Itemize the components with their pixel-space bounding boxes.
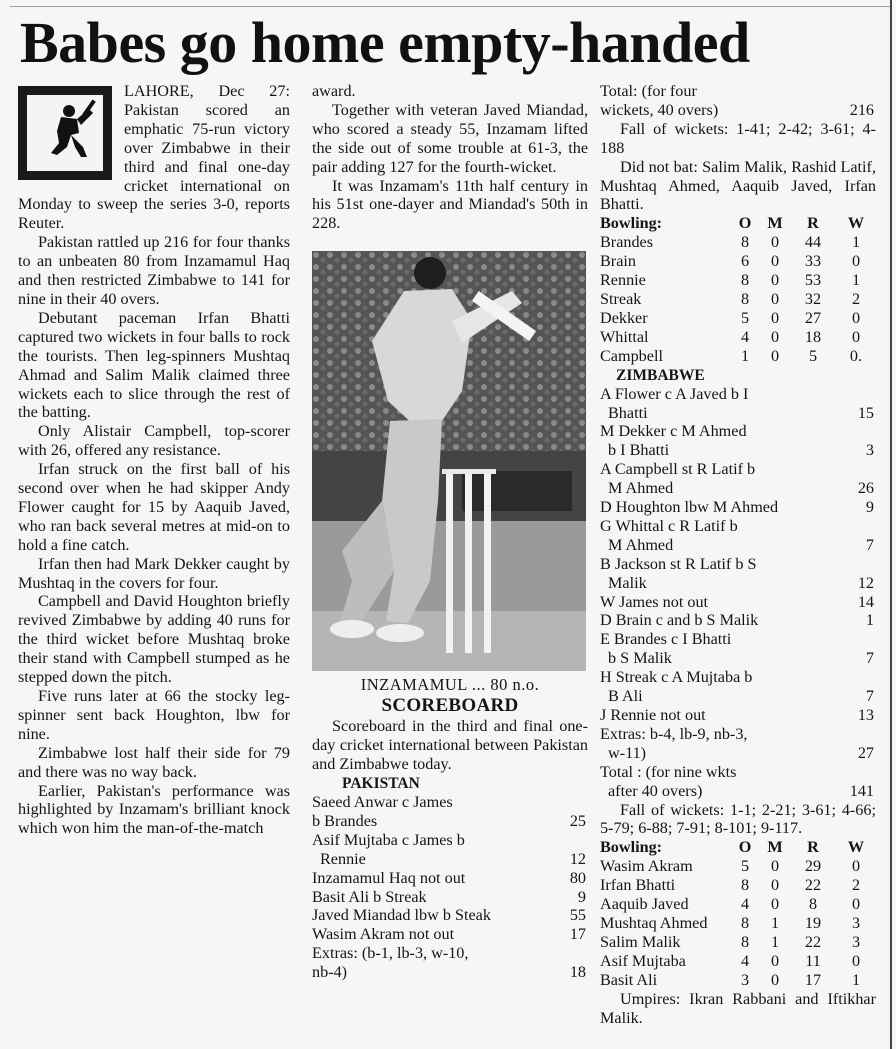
batting-entry	[312, 925, 588, 944]
bowling-figure: 0	[851, 895, 861, 914]
batting-entry	[600, 593, 876, 612]
article-paragraph: Zimbabwe lost half their side for 79 and there was no way back.	[18, 743, 290, 781]
article-column-1	[18, 82, 290, 838]
scoreboard-title: SCOREBOARD	[381, 695, 519, 717]
cricket-logo-icon	[18, 86, 112, 180]
bowling-figure: 0	[851, 327, 861, 346]
bowler-name: Whittal	[600, 327, 649, 346]
headline: Babes go home empty-handed	[20, 10, 750, 75]
bowling-row	[600, 914, 876, 933]
total-line: wickets, 40 overs)	[600, 100, 719, 119]
bowler-name: Aaquib Javed	[600, 895, 689, 914]
batsman-line: nb-4)	[312, 963, 348, 982]
bowling-figure: 4	[740, 895, 750, 914]
bowling-row	[600, 271, 876, 290]
batsman-line: Inzamamul Haq not out	[312, 868, 466, 887]
bowling-row	[600, 933, 876, 952]
batting-entry	[600, 725, 876, 763]
bowling-figure: 17	[804, 970, 822, 989]
batsman-line: A Flower c A Javed b I	[600, 384, 749, 403]
team-heading-pakistan: PAKISTAN	[342, 774, 420, 792]
fall-of-wickets: Fall of wickets: 1-41; 2-42; 3-61; 4-188	[600, 119, 876, 157]
bowling-figure: 3	[851, 932, 861, 951]
pakistan-total	[600, 82, 876, 120]
bowling-figure: 8	[740, 289, 750, 308]
batsman-line: b S Malik	[608, 649, 672, 668]
bowling-figure: 1	[770, 913, 780, 932]
article-paragraph: Campbell and David Houghton briefly revived Zimbabwe by adding 40 runs for the third wicket before Mushtaq broke their stand with Campbell stumped as he stepped down the pitch.	[18, 592, 290, 687]
batsman-line: Asif Mujtaba c James b	[312, 830, 465, 849]
did-not-bat: Did not bat: Salim Malik, Rashid Latif, Mushtaq Ahmed, Aaquib Javed, Irfan Bhatti.	[600, 157, 876, 214]
bowler-name: Asif Mujtaba	[600, 951, 686, 970]
bowler-name: Rennie	[600, 271, 646, 290]
bowling-figure: 0	[770, 876, 780, 895]
bowling-figure: 53	[804, 271, 822, 290]
batsman-line: D Houghton lbw M Ahmed	[600, 498, 779, 517]
total-line: after 40 overs)	[608, 781, 703, 800]
runs: 80	[569, 868, 586, 887]
article-paragraph: Only Alistair Campbell, top-scorer with 26, offered any resistance.	[18, 422, 290, 460]
bowling-figure: 0	[770, 289, 780, 308]
total-runs: 141	[849, 781, 874, 800]
runs: 17	[569, 925, 586, 944]
bowler-name: Dekker	[600, 308, 648, 327]
bowler-name: Salim Malik	[600, 932, 681, 951]
bowling-figure: 5	[808, 346, 818, 365]
team-heading-zimbabwe: ZIMBABWE	[616, 366, 705, 384]
bowler-name: Basit Ali	[600, 970, 658, 989]
batting-entry	[600, 555, 876, 593]
batsman-line: B Jackson st R Latif b S	[600, 554, 757, 573]
photo-caption: INZAMAMUL ... 80 n.o.	[360, 675, 540, 695]
bowling-row	[600, 347, 876, 366]
bowling-figure: 0	[770, 271, 780, 290]
total-runs: 216	[849, 100, 874, 119]
batsman-line: Malik	[608, 573, 647, 592]
bowling-figure: 0.	[849, 346, 863, 365]
runs: 7	[865, 687, 874, 706]
bowling-figure: 0	[770, 951, 780, 970]
bowling-figure: 8	[740, 913, 750, 932]
bowling-figure: 8	[740, 932, 750, 951]
total-line: Total : (for nine wkts	[600, 762, 737, 781]
batsman-line: b I Bhatti	[608, 441, 670, 460]
runs: 14	[857, 592, 874, 611]
batsman-line: G Whittal c R Latif b	[600, 516, 738, 535]
bowling-figure: 1	[770, 932, 780, 951]
bowling-figure: 3	[740, 970, 750, 989]
right-rule	[890, 0, 892, 1049]
bowling-figure: 3	[851, 913, 861, 932]
batting-entry	[312, 888, 588, 907]
batsman-icon	[27, 95, 103, 171]
bowler-name: Brandes	[600, 233, 654, 252]
bowling-row	[600, 876, 876, 895]
article-paragraph: Earlier, Pakistan's performance was highlighted by Inzamam's brilliant knock which won him the man-of-the-match	[18, 781, 290, 838]
bowling-figure: 5	[740, 308, 750, 327]
batting-entry	[600, 668, 876, 706]
batsman-line: D Brain c and b S Malik	[600, 611, 759, 630]
runs: 12	[569, 849, 586, 868]
bowling-figure: 0	[770, 252, 780, 271]
bowling-figure: 29	[804, 857, 822, 876]
batsman-line: Wasim Akram not out	[312, 925, 455, 944]
batsman-line: B Ali	[608, 687, 643, 706]
bowling-figure: 1	[740, 346, 750, 365]
bowling-row	[600, 233, 876, 252]
bowling-row	[600, 290, 876, 309]
bowling-figure: 0	[770, 233, 780, 252]
bowling-figure: 6	[740, 252, 750, 271]
article-paragraph: Debutant paceman Irfan Bhatti captured two wickets in four balls to rock the tourists. Then leg-spinners Mushtaq Ahmad and Salim Malik claimed three wickets each to slice through the rest of the batting.	[18, 308, 290, 422]
bowler-name: Mushtaq Ahmed	[600, 913, 708, 932]
bowling-figure: 8	[740, 876, 750, 895]
batsman-line: E Brandes c I Bhatti	[600, 630, 732, 649]
bowling-figure: 18	[804, 327, 822, 346]
runs: 18	[569, 963, 586, 982]
bowling-figure: 0	[770, 327, 780, 346]
total-line: Total: (for four	[600, 82, 697, 100]
bowling-figure: 0	[851, 857, 861, 876]
batting-entry	[312, 869, 588, 888]
bowling-figure: 2	[851, 289, 861, 308]
bowling-row	[600, 952, 876, 971]
batsman-line: Rennie	[320, 849, 366, 868]
bowling-figure: 0	[851, 308, 861, 327]
zimbabwe-bowling-table	[600, 233, 876, 365]
article-column-2	[312, 82, 588, 982]
bowling-figure: 1	[851, 233, 861, 252]
pakistan-bowling-table	[600, 857, 876, 989]
batsman-line: M Ahmed	[608, 479, 674, 498]
batsman-line: M Ahmed	[608, 535, 674, 554]
runs: 9	[577, 887, 586, 906]
article-paragraph: award.	[312, 82, 356, 100]
bowling-row	[600, 857, 876, 876]
batting-entry	[600, 517, 876, 555]
runs: 13	[857, 706, 874, 724]
bowling-figure: 27	[804, 308, 822, 327]
bowling-figure: 22	[804, 876, 822, 895]
batting-entry	[600, 498, 876, 517]
runs: 9	[865, 498, 874, 517]
bowling-figure: 0	[770, 970, 780, 989]
bowling-figure: 1	[851, 271, 861, 290]
bowling-row	[600, 971, 876, 990]
bowling-figure: 0	[770, 857, 780, 876]
batsman-line: w-11)	[608, 743, 647, 762]
bowling-figure: 1	[851, 970, 861, 989]
batting-entry	[600, 385, 876, 423]
batsman-line: J Rennie not out	[600, 706, 706, 724]
bowling-figure: 8	[740, 233, 750, 252]
pakistan-batting	[312, 793, 588, 982]
batting-entry	[600, 422, 876, 460]
runs: 15	[857, 403, 874, 422]
batsman-line: H Streak c A Mujtaba b	[600, 668, 753, 687]
runs: 3	[865, 441, 874, 460]
batsman-line: Extras: (b-1, lb-3, w-10,	[312, 944, 469, 963]
runs: 7	[865, 535, 874, 554]
article-paragraph: It was Inzamam's 11th half century in his 51st one-dayer and Miandad's 50th in 228.	[312, 176, 588, 233]
runs: 27	[857, 743, 874, 762]
bowler-name: Streak	[600, 289, 642, 308]
bowling-figure: 2	[851, 876, 861, 895]
batsman-line: M Dekker c M Ahmed	[600, 422, 747, 441]
zimbabwe-batting	[600, 385, 876, 763]
runs: 25	[569, 811, 586, 830]
bowling-figure: 8	[740, 271, 750, 290]
runs: 26	[857, 479, 874, 498]
top-rule	[10, 6, 890, 7]
scoreboard-intro: Scoreboard in the third and final one-day cricket international between Pakistan and Zimbabwe today.	[312, 717, 588, 774]
bowling-figure: 8	[808, 895, 818, 914]
bowling-figure: 0	[851, 252, 861, 271]
bowling-figure: 4	[740, 951, 750, 970]
batsman-line: Basit Ali b Streak	[312, 887, 427, 906]
batsman-line: W James not out	[600, 592, 709, 611]
bowling-figure: 0	[770, 346, 780, 365]
fall-of-wickets: Fall of wickets: 1-1; 2-21; 3-61; 4-66; 5-79; 6-88; 7-91; 8-101; 9-117.	[600, 800, 876, 838]
batting-entry	[312, 944, 588, 982]
runs: 1	[865, 611, 874, 630]
batting-entry	[600, 630, 876, 668]
batting-entry	[312, 831, 588, 869]
batting-entry	[600, 460, 876, 498]
batting-entry	[312, 906, 588, 925]
article-paragraph: Five runs later at 66 the stocky leg-spinner sent back Houghton, lbw for nine.	[18, 687, 290, 743]
bowling-figure: 4	[740, 327, 750, 346]
bowling-figure: 5	[740, 857, 750, 876]
bowler-name: Brain	[600, 252, 636, 271]
bowling-figure: 22	[804, 932, 822, 951]
batting-entry	[600, 611, 876, 630]
inzamam-batting-photo	[312, 251, 586, 671]
bowling-figure: 33	[804, 252, 822, 271]
bowler-name: Wasim Akram	[600, 857, 693, 876]
bowling-figure: 0	[770, 308, 780, 327]
bowler-name: Campbell	[600, 346, 663, 365]
bowling-header: Bowling: O M R W	[600, 214, 865, 233]
umpires: Umpires: Ikran Rabbani and Iftikhar Malik.	[600, 989, 876, 1027]
runs: 12	[857, 573, 874, 592]
bowling-figure: 0	[770, 895, 780, 914]
article-paragraph: Irfan struck on the first ball of his second over when he had skipper Andy Flower caught for 15 by Aaquib Javed, who ran back several metres at mid-on to hold a fine catch.	[18, 460, 290, 554]
batsman-line: A Campbell st R Latif b	[600, 460, 756, 479]
batsman-line: Saeed Anwar c James	[312, 792, 453, 811]
runs: 7	[865, 649, 874, 668]
batsman-line: Javed Miandad lbw b Steak	[312, 906, 491, 925]
article-paragraph: Irfan then had Mark Dekker caught by Mushtaq in the covers for four.	[18, 554, 290, 592]
bowling-figure: 0	[851, 951, 861, 970]
bowling-figure: 19	[804, 913, 822, 932]
article-paragraph: Together with veteran Javed Miandad, who scored a steady 55, Inzamam lifted the side out of some trouble at 61-3, the pair adding 127 for the fourth-wicket.	[312, 100, 588, 176]
batting-entry	[312, 793, 588, 831]
batsman-line: Bhatti	[608, 403, 648, 422]
bowling-row	[600, 328, 876, 347]
bowling-row	[600, 309, 876, 328]
bowling-figure: 32	[804, 289, 822, 308]
zimbabwe-total	[600, 763, 876, 801]
scoreboard-column-3	[600, 82, 876, 1027]
bowling-figure: 11	[805, 951, 821, 970]
article-paragraph: LAHORE, Dec 27: Pakistan scored an emphatic 75-run victory over Zimbabwe in their third and final one-day cricket international on Monday to sweep the series 3-0, reports Reuter.	[18, 82, 290, 233]
runs: 55	[569, 906, 586, 925]
bowling-row	[600, 895, 876, 914]
bowling-figure: 44	[804, 233, 822, 252]
bowling-row	[600, 252, 876, 271]
article-paragraph: Pakistan rattled up 216 for four thanks to an unbeaten 80 from Inzamamul Haq and then restricted Zimbabwe to 141 for nine in their 40 overs.	[18, 233, 290, 308]
bowling-header: Bowling: O M R W	[600, 838, 865, 857]
batsman-line: Extras: b-4, lb-9, nb-3,	[600, 724, 748, 743]
bowler-name: Irfan Bhatti	[600, 876, 676, 895]
batting-entry	[600, 706, 876, 725]
batsman-line: b Brandes	[312, 811, 378, 830]
